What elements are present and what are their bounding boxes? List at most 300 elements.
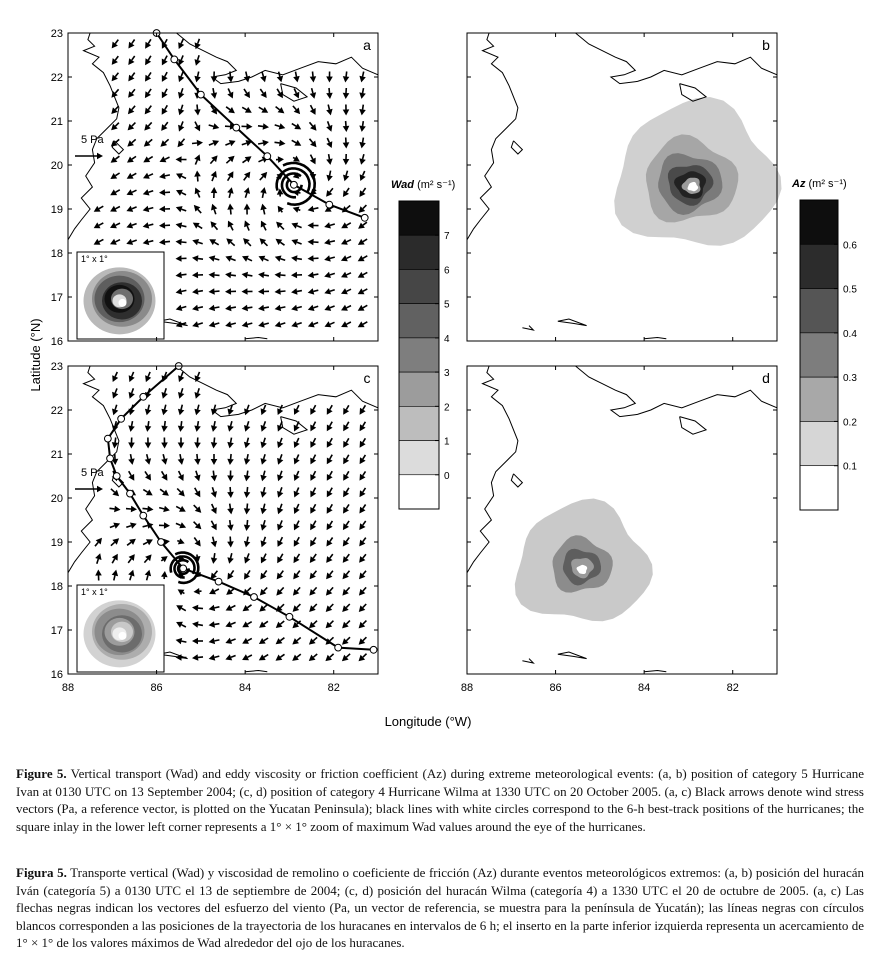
wind-stress-arrow <box>145 454 151 465</box>
coastline-b <box>511 141 522 154</box>
wind-stress-arrow <box>244 504 251 515</box>
wind-stress-arrow <box>326 604 334 612</box>
reference-vector-label: 5 Pa <box>81 467 104 479</box>
wind-stress-arrow <box>326 587 333 595</box>
wind-stress-arrow <box>244 405 250 415</box>
wind-stress-arrow <box>343 488 349 497</box>
coastline-d <box>558 652 587 659</box>
best-track-position <box>140 393 147 400</box>
wind-stress-arrow <box>359 188 365 197</box>
best-track-position <box>326 201 333 208</box>
wind-stress-arrow <box>226 107 235 113</box>
wind-stress-arrow <box>326 554 333 563</box>
wind-stress-arrow <box>162 388 168 398</box>
best-track-position <box>215 578 222 585</box>
wind-stress-arrow <box>226 238 234 245</box>
wind-stress-arrow <box>310 537 316 546</box>
wind-stress-arrow <box>360 422 366 431</box>
az-colorbar-level <box>800 333 838 377</box>
wind-stress-arrow <box>161 471 167 480</box>
wind-stress-arrow <box>261 421 267 431</box>
wind-stress-arrow <box>128 570 134 580</box>
az-colorbar-level <box>800 466 838 510</box>
wind-stress-arrow <box>324 222 335 228</box>
wind-stress-arrow <box>178 39 184 49</box>
y-tick-label: 19 <box>50 537 63 549</box>
wind-stress-arrow <box>209 255 220 261</box>
wind-stress-arrow <box>310 422 316 432</box>
wind-stress-arrow <box>110 523 120 529</box>
wind-stress-arrow <box>143 173 153 179</box>
wind-stress-arrow <box>192 305 203 311</box>
wind-stress-arrow <box>243 238 251 246</box>
wind-stress-arrow <box>192 272 203 279</box>
wind-stress-arrow <box>341 239 351 245</box>
az-colorbar-tick-label: 0.6 <box>843 240 857 252</box>
wind-stress-arrow <box>143 189 153 195</box>
wind-stress-arrow <box>261 537 267 547</box>
wind-stress-arrow <box>342 654 350 661</box>
coastline-b <box>467 33 518 240</box>
wind-stress-arrow <box>94 206 104 212</box>
wind-stress-arrow <box>259 654 268 660</box>
az-colorbar <box>791 178 857 510</box>
wind-stress-arrow <box>211 421 217 432</box>
wind-stress-arrow <box>227 438 234 449</box>
coastline-b <box>558 319 587 326</box>
wind-stress-arrow <box>126 222 136 228</box>
best-track-position <box>251 594 258 601</box>
wind-stress-arrow <box>327 422 333 432</box>
inset-label: 1° x 1° <box>81 587 108 597</box>
wind-stress-arrow <box>194 505 202 513</box>
wind-stress-arrow <box>227 520 234 531</box>
wind-stress-arrow <box>326 138 332 148</box>
wind-stress-arrow <box>192 288 203 295</box>
wind-stress-arrow <box>326 571 333 580</box>
wind-stress-arrow <box>211 454 218 465</box>
y-axis-label: Latitude (°N) <box>28 318 43 392</box>
az-colorbar-title: Az (m² s⁻¹) <box>792 178 847 190</box>
wind-stress-arrow <box>227 570 233 579</box>
wind-stress-arrow <box>342 637 350 645</box>
wind-stress-arrow <box>162 89 168 99</box>
wind-stress-arrow <box>194 205 201 213</box>
wind-stress-arrow <box>225 654 235 660</box>
wad-colorbar <box>391 179 455 509</box>
best-track-position <box>197 91 204 98</box>
y-tick-label: 18 <box>50 581 63 593</box>
wind-stress-arrow <box>259 604 267 611</box>
best-track-position <box>113 473 120 480</box>
wind-stress-arrow <box>178 121 184 131</box>
wind-stress-arrow <box>244 89 250 98</box>
wind-stress-arrow <box>209 288 220 295</box>
wind-stress-arrow <box>261 554 267 564</box>
wind-stress-arrow <box>293 571 300 580</box>
wind-stress-arrow <box>258 321 269 327</box>
wind-stress-arrow <box>194 154 200 164</box>
wind-stress-arrow <box>176 255 187 262</box>
wind-stress-arrow <box>112 554 118 563</box>
wind-stress-arrow <box>194 72 200 83</box>
wind-stress-arrow <box>95 538 102 546</box>
wind-stress-arrow <box>308 222 319 229</box>
wad-colorbar-tick-label: 4 <box>444 333 450 345</box>
wind-stress-arrow <box>261 454 267 465</box>
wind-stress-arrow <box>276 156 284 163</box>
wind-stress-arrow <box>225 288 236 295</box>
best-track-position <box>286 613 293 620</box>
wind-stress-arrow <box>359 505 365 514</box>
wind-stress-arrow <box>343 554 350 563</box>
wind-stress-arrow <box>112 372 118 382</box>
wind-stress-arrow <box>178 454 184 465</box>
caption-text: Transporte vertical (Wad) y viscosidad de remolino o coeficiente de fricción (Az) durante eventos meteorológicos extremos: (a, b) posición del huracán Iván (categoría 5) a 0130 UTC el 13 de septiembre de 2004; (c, d) posición del huracán Wilma (categoría 4) a 1330 UTC el 20 de octubre de 2005. (a, c) Las flechas negras indican los vectores del esfuerzo del viento (Pa, un vector de referencia, se muestra para la península de Yucatán); las líneas negras con círculos blancos corresponden a las posiciones de la trayectoria de los huracanes en intervalos de 6 h; el inserto en la parte inferior izquierda representa un acercamiento de 1° × 1° de los valores máximos de Wad alrededor del ojo de los huracanes. <box>16 865 864 950</box>
wind-stress-arrow <box>195 188 201 198</box>
wind-stress-arrow <box>111 538 119 545</box>
wind-stress-arrow <box>310 105 316 115</box>
az-colorbar-level <box>800 244 838 288</box>
wind-stress-arrow <box>359 121 366 132</box>
wind-stress-arrow <box>294 554 300 563</box>
wad-colorbar-tick-label: 2 <box>444 402 450 414</box>
wind-stress-arrow <box>227 89 233 99</box>
wind-stress-arrow <box>192 621 203 628</box>
wind-stress-arrow <box>176 506 186 512</box>
wind-stress-arrow <box>244 220 250 230</box>
wind-stress-arrow <box>327 504 333 513</box>
wind-stress-arrow <box>294 537 300 547</box>
coastline-b <box>576 33 778 84</box>
wind-stress-arrow <box>176 272 187 279</box>
wind-stress-arrow <box>242 123 253 130</box>
wind-stress-arrow <box>227 487 234 498</box>
wind-stress-arrow <box>209 638 220 644</box>
wad-colorbar-tick-label: 5 <box>444 299 450 311</box>
wind-stress-arrow <box>111 489 119 496</box>
x-tick-label: 88 <box>460 682 474 694</box>
wind-stress-arrow <box>127 539 136 546</box>
wind-stress-arrow <box>308 288 319 294</box>
best-track-position <box>361 214 368 221</box>
wind-stress-arrow <box>95 553 101 563</box>
wind-stress-arrow <box>260 487 266 498</box>
wind-stress-arrow <box>145 570 151 581</box>
wind-stress-arrow <box>94 239 104 245</box>
wind-stress-arrow <box>291 288 302 295</box>
wind-stress-arrow <box>293 207 301 213</box>
wind-stress-arrow <box>126 206 136 212</box>
coastline-b <box>522 326 533 330</box>
wind-stress-arrow <box>293 156 300 162</box>
wind-stress-arrow <box>160 156 170 162</box>
wind-stress-arrow <box>161 454 167 465</box>
wind-stress-arrow <box>324 305 334 311</box>
best-track-position <box>118 415 125 422</box>
wad-colorbar-tick-label: 0 <box>444 470 450 482</box>
wind-stress-arrow <box>143 156 152 162</box>
wind-stress-arrow <box>326 621 334 629</box>
wind-stress-arrow <box>291 321 301 327</box>
wind-stress-arrow <box>112 73 119 82</box>
wind-stress-arrow <box>258 305 269 312</box>
wind-stress-arrow <box>277 504 283 514</box>
wind-stress-arrow <box>145 72 151 81</box>
wind-stress-arrow <box>194 438 201 449</box>
wind-stress-arrow <box>310 139 317 147</box>
wind-stress-arrow <box>128 40 134 49</box>
wind-stress-arrow <box>178 139 185 148</box>
wind-stress-arrow <box>211 487 217 498</box>
wind-stress-arrow <box>110 189 120 195</box>
wad-colorbar-level <box>399 269 439 303</box>
wind-stress-arrow <box>159 239 170 246</box>
wind-stress-arrow <box>242 305 253 312</box>
wind-stress-arrow <box>161 122 168 131</box>
wind-stress-arrow <box>162 105 168 114</box>
wind-stress-arrow <box>291 255 302 261</box>
wind-stress-arrow <box>341 255 351 261</box>
wind-stress-arrow <box>227 504 234 515</box>
wind-stress-arrow <box>244 454 250 465</box>
wind-stress-arrow <box>276 107 285 114</box>
wind-stress-arrow <box>359 205 367 213</box>
x-tick-label: 86 <box>549 682 562 694</box>
wind-stress-arrow <box>211 204 217 214</box>
wind-stress-arrow <box>308 239 319 246</box>
wad-colorbar-title: Wad (m² s⁻¹) <box>391 179 456 191</box>
wind-stress-arrow <box>310 488 316 498</box>
panel-b <box>467 33 782 341</box>
wind-stress-arrow <box>128 438 135 449</box>
wind-stress-arrow <box>291 305 302 311</box>
wind-stress-arrow <box>176 156 187 163</box>
panel-frame <box>467 366 777 674</box>
wind-stress-arrow <box>294 438 300 448</box>
wind-stress-arrow <box>211 521 217 531</box>
wind-stress-arrow <box>343 422 349 431</box>
wind-stress-arrow <box>243 156 252 162</box>
best-track-position <box>171 56 178 63</box>
wind-stress-arrow <box>112 405 118 415</box>
wind-stress-arrow <box>341 222 351 228</box>
wind-stress-arrow <box>211 553 218 564</box>
wind-stress-arrow <box>111 156 120 163</box>
wind-stress-arrow <box>342 604 350 612</box>
wind-stress-arrow <box>277 487 283 497</box>
wind-stress-arrow <box>244 570 250 579</box>
wind-stress-arrow <box>161 405 167 416</box>
az-colorbar-level <box>800 421 838 465</box>
wind-stress-arrow <box>275 123 286 129</box>
wind-stress-arrow <box>310 571 317 580</box>
wind-stress-arrow <box>94 222 104 228</box>
wind-stress-arrow <box>261 520 267 531</box>
wind-stress-arrow <box>194 171 201 182</box>
wind-stress-arrow <box>110 173 119 179</box>
wind-stress-arrow <box>259 621 268 627</box>
wind-stress-arrow <box>176 190 186 196</box>
wind-stress-arrow <box>209 239 218 245</box>
wind-stress-arrow <box>359 521 365 530</box>
wind-stress-arrow <box>360 405 366 414</box>
wind-stress-arrow <box>177 538 184 544</box>
az-colorbar-tick-label: 0.2 <box>843 417 857 429</box>
y-tick-label: 16 <box>50 336 63 348</box>
wind-stress-arrow <box>195 55 201 66</box>
wind-stress-arrow <box>192 255 203 261</box>
wind-stress-arrow <box>225 621 235 627</box>
wind-stress-arrow <box>360 471 366 480</box>
wind-stress-arrow <box>326 121 332 131</box>
wind-stress-arrow <box>192 140 203 147</box>
wind-stress-arrow <box>159 206 170 213</box>
wind-stress-arrow <box>211 221 218 229</box>
wind-stress-arrow <box>227 553 233 564</box>
wind-stress-arrow <box>259 638 268 644</box>
wind-stress-arrow <box>211 438 218 449</box>
wind-stress-arrow <box>327 438 333 448</box>
wind-stress-arrow <box>161 571 168 579</box>
wind-stress-arrow <box>260 172 267 180</box>
wind-stress-arrow <box>244 421 250 431</box>
x-tick-label: 82 <box>327 682 340 694</box>
wind-stress-arrow <box>192 654 203 661</box>
wind-stress-arrow <box>341 288 351 294</box>
wind-stress-arrow <box>359 654 367 662</box>
az-colorbar-tick-label: 0.4 <box>843 328 857 340</box>
coastline-d <box>467 366 518 573</box>
wind-stress-arrow <box>160 139 168 146</box>
wind-stress-arrow <box>359 88 366 99</box>
coastline-d <box>511 474 522 487</box>
wind-stress-arrow <box>225 305 236 312</box>
wind-stress-arrow <box>178 72 184 82</box>
wind-stress-arrow <box>343 504 349 513</box>
wind-stress-arrow <box>145 405 151 416</box>
wind-stress-arrow <box>128 56 134 65</box>
wind-stress-arrow <box>178 421 185 432</box>
wind-stress-arrow <box>358 305 368 311</box>
wind-stress-arrow <box>244 487 251 498</box>
wind-stress-arrow <box>145 39 151 48</box>
wind-stress-arrow <box>159 173 170 179</box>
wind-stress-arrow <box>309 621 317 629</box>
wind-stress-arrow <box>243 605 252 611</box>
wind-stress-arrow <box>211 537 217 548</box>
wind-stress-arrow <box>294 455 300 465</box>
wind-stress-arrow <box>293 106 300 114</box>
wind-stress-arrow <box>358 321 368 327</box>
reference-vector-arrow <box>75 153 103 160</box>
wind-stress-arrow <box>143 222 154 228</box>
wind-stress-arrow <box>326 188 333 197</box>
coastline-c <box>177 366 379 417</box>
wind-stress-arrow <box>242 288 253 295</box>
wind-stress-arrow <box>258 140 269 147</box>
wind-stress-arrow <box>161 438 168 449</box>
wind-stress-arrow <box>324 288 334 294</box>
coastline-b <box>680 84 707 102</box>
wind-stress-arrow <box>343 72 350 83</box>
wind-stress-arrow <box>127 139 135 146</box>
wind-stress-arrow <box>211 171 217 181</box>
wind-stress-arrow <box>275 272 286 279</box>
wind-stress-arrow <box>176 605 186 611</box>
wind-stress-arrow <box>242 272 253 279</box>
wind-stress-arrow <box>310 455 316 465</box>
wind-stress-arrow <box>178 405 184 416</box>
coastline-d <box>522 659 533 663</box>
y-tick-label: 22 <box>50 405 63 417</box>
wind-stress-arrow <box>310 471 316 481</box>
wind-stress-arrow <box>128 123 136 131</box>
wind-stress-arrow <box>176 522 186 528</box>
best-track-position <box>370 646 377 653</box>
wind-stress-arrow <box>209 272 220 279</box>
y-tick-label: 21 <box>50 116 63 128</box>
wind-stress-arrow <box>127 173 137 179</box>
wind-stress-arrow <box>209 654 220 660</box>
wind-stress-arrow <box>244 438 250 449</box>
wind-stress-arrow <box>211 187 218 198</box>
wind-stress-arrow <box>178 471 184 481</box>
best-track-position <box>107 455 114 462</box>
coastline-c <box>245 671 267 672</box>
inset-label: 1° x 1° <box>81 254 108 264</box>
caption-text: Vertical transport (Wad) and eddy viscosity or friction coefficient (Az) during extreme meteorological events: (a, b) position of category 5 Hurricane Ivan at 0130 UTC on 13 September 2004; (c, d) position of category 4 Hurricane Wilma at 1330 UTC on 20 October 2005. (a, c) Black arrows denote wind stress vectors (Pa, a reference vector, is plotted on the Yucatan Peninsula); black lines with white circles correspond to the 6-h best-track positions of the hurricanes; the square inlay in the lower left corner represents a 1° × 1° zoom of maximum Wad values around the eye of the hurricanes. <box>16 766 864 834</box>
wind-stress-arrow <box>143 539 153 545</box>
wind-stress-arrow <box>244 172 251 181</box>
wind-stress-arrow <box>242 654 252 660</box>
wind-stress-arrow <box>277 520 283 530</box>
wind-stress-arrow <box>176 206 186 212</box>
wind-stress-arrow <box>225 272 236 279</box>
wind-stress-arrow <box>128 454 135 465</box>
y-tick-label: 20 <box>50 160 63 172</box>
wind-stress-arrow <box>359 72 365 83</box>
wind-stress-arrow <box>325 321 335 327</box>
wind-stress-arrow <box>111 139 119 146</box>
wind-stress-arrow <box>194 122 200 132</box>
wind-stress-arrow <box>310 521 316 531</box>
az-colorbar-tick-label: 0.5 <box>843 284 857 296</box>
wind-stress-arrow <box>343 171 349 182</box>
wind-stress-arrow <box>226 605 236 611</box>
wind-stress-arrow <box>128 554 135 563</box>
wind-stress-arrow <box>178 105 184 115</box>
wind-stress-arrow <box>161 421 168 432</box>
wind-stress-arrow <box>358 239 367 245</box>
wind-stress-arrow <box>260 571 266 580</box>
panel-c <box>51 361 378 694</box>
wind-stress-arrow <box>242 107 252 113</box>
wind-stress-arrow <box>110 506 121 513</box>
wind-stress-arrow <box>227 471 234 482</box>
wad-colorbar-level <box>399 304 439 338</box>
wind-stress-arrow <box>310 88 316 99</box>
wind-stress-arrow <box>343 154 350 165</box>
wind-stress-arrow <box>343 105 350 116</box>
wind-stress-arrow <box>209 123 220 129</box>
wind-stress-arrow <box>276 239 285 245</box>
wind-stress-arrow <box>343 121 350 132</box>
wind-stress-arrow <box>194 421 201 432</box>
wind-stress-arrow <box>359 621 367 629</box>
coastline-a <box>177 33 379 84</box>
wind-stress-arrow <box>193 223 202 229</box>
